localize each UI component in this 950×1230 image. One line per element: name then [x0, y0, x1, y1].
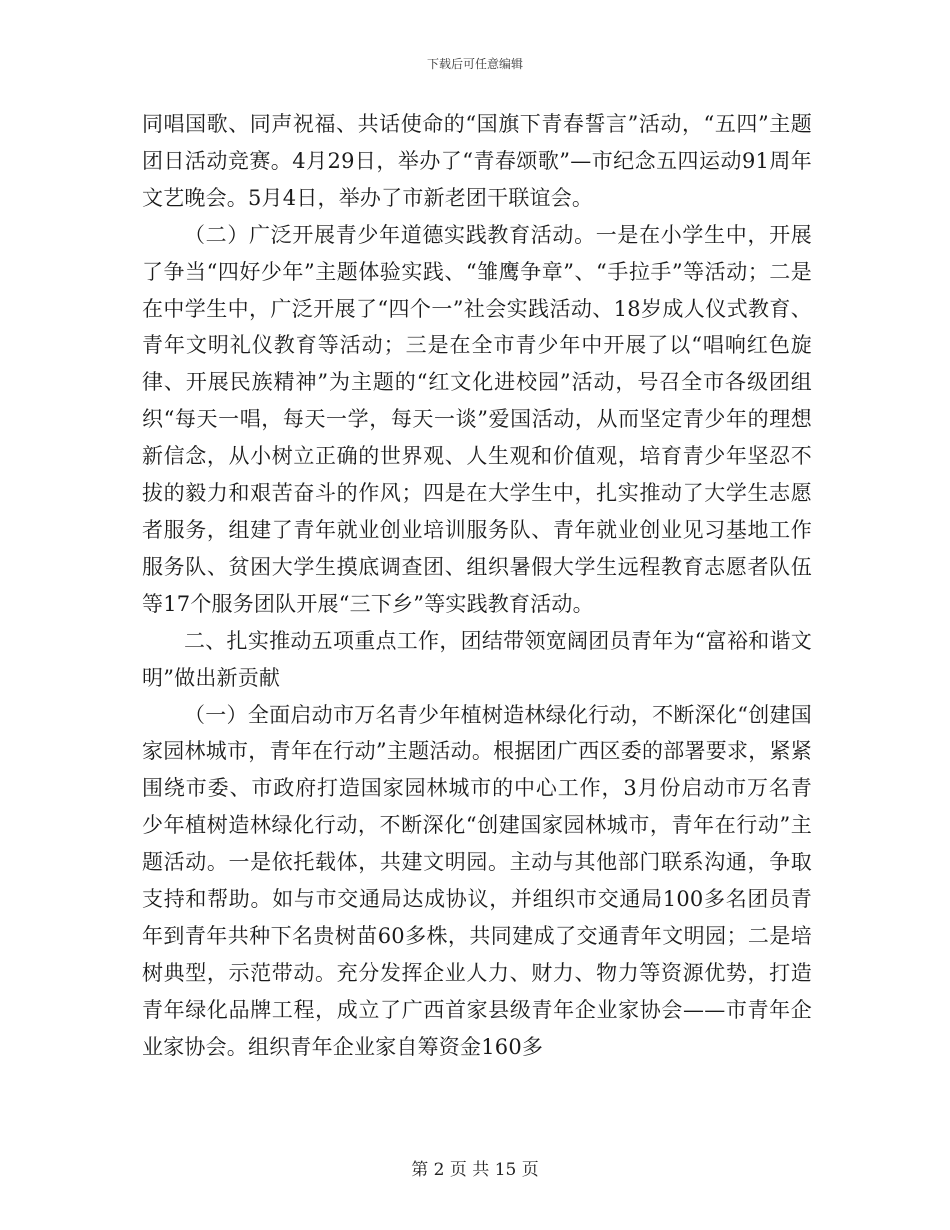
page-header: 下载后可任意编辑: [426, 57, 523, 71]
page-number-footer: 第 2 页 共 15 页: [411, 1160, 539, 1180]
document-body: [142, 106, 812, 1066]
section-heading-two: 二、扎实推动五项重点工作，团结带领宽阔团员青年为“富裕和谐文明”做出新贡献: [142, 628, 812, 690]
paragraph-tree-planting: （一）全面启动市万名青少年植树造林绿化行动，不断深化“创建国家园林城市，青年在行动”主题活动。根据团广西区委的部署要求，紧紧围绕市委、市政府打造国家园林城市的中心工作，3月份启动市万名青少年植树造林绿化行动，不断深化“创建国家园林城市，青年在行动”主题活动。一是依托载体，共建文明园。主动与其他部门联系沟通，争取支持和帮助。如与市交通局达成协议，并组织市交通局100多名团员青年到青年共种下名贵树苗60多株，共同建成了交通青年文明园；二是培树典型，示范带动。充分发挥企业人力、财力、物力等资源优势，打造青年绿化品牌工程，成立了广西首家县级青年企业家协会——市青年企业家协会。组织青年企业家自筹资金160多: [142, 702, 812, 1059]
paragraph-continuation: 同唱国歌、同声祝福、共话使命的“国旗下青春誓言”活动，“五四”主题团日活动竞赛。4月29日，举办了“青春颂歌”—市纪念五四运动91周年文艺晚会。5月4日，举办了市新老团干联谊会。: [142, 112, 812, 210]
paragraph-moral-education: （二）广泛开展青少年道德实践教育活动。一是在小学生中，开展了争当“四好少年”主题体验实践、“雏鹰争章”、“手拉手”等活动；二是在中学生中，广泛开展了“四个一”社会实践活动、18岁成人仪式教育、青年文明礼仪教育等活动；三是在全市青少年中开展了以“唱响红色旋律、开展民族精神”为主题的“红文化进校园”活动，号召全市各级团组织“每天一唱，每天一学，每天一谈”爱国活动，从而坚定青少年的理想新信念，从小树立正确的世界观、人生观和价值观，培育青少年坚忍不拔的毅力和艰苦奋斗的作风；四是在大学生中，扎实推动了大学生志愿者服务，组建了青年就业创业培训服务队、青年就业创业见习基地工作服务队、贫困大学生摸底调查团、组织暑假大学生远程教育志愿者队伍等17个服务团队开展“三下乡”等实践教育活动。: [142, 222, 812, 616]
